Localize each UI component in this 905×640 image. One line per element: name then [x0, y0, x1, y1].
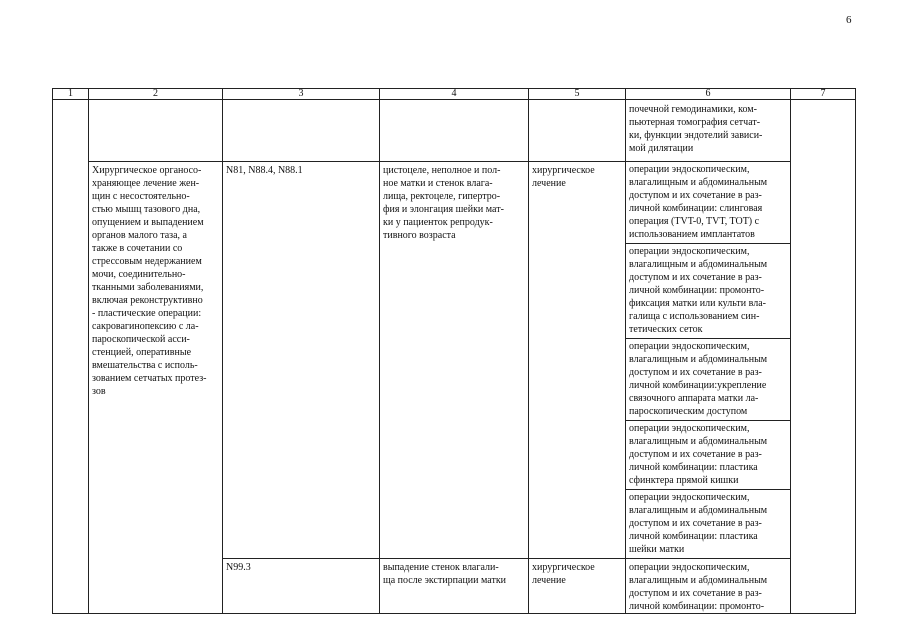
table-row-continuation	[53, 100, 856, 162]
text-line: личной комбинации: промонто-	[629, 601, 765, 612]
header-cell-6: 6	[626, 89, 791, 100]
text-line: хирургическое	[532, 562, 595, 573]
text-line: зов	[92, 386, 106, 397]
text-line: почечной гемодинамики, ком-	[629, 104, 757, 115]
cell-col3	[223, 100, 380, 162]
header-cell-2: 2	[89, 89, 223, 100]
cell-icd-code	[223, 559, 380, 614]
text-line: связочного аппарата матки ла-	[629, 393, 759, 404]
text-line: стью мышц тазового дна,	[92, 204, 201, 215]
text-line: мой дилятации	[629, 143, 694, 154]
text-line: пароскопической асси-	[92, 334, 190, 345]
text-line: влагалищным и абдоминальным	[629, 259, 768, 270]
text-line: доступом и их сочетание в раз-	[629, 190, 762, 201]
cell-col4	[380, 100, 529, 162]
text-line: доступом и их сочетание в раз-	[629, 272, 762, 283]
text-line: храняющее лечение жен-	[92, 178, 200, 189]
text-line: доступом и их сочетание в раз-	[629, 449, 762, 460]
text-line: лечение	[532, 575, 566, 586]
icd-code: N99.3	[226, 562, 251, 573]
text-line: личной комбинации: слинговая	[629, 203, 763, 214]
text-line: доступом и их сочетание в раз-	[629, 588, 762, 599]
method-block	[626, 339, 790, 421]
text-line: личной комбинации: пластика	[629, 462, 758, 473]
text-line: операции эндоскопическим,	[629, 492, 750, 503]
cell-col6	[626, 100, 791, 162]
header-cell-5: 5	[529, 89, 626, 100]
text-line: тканными заболеваниями,	[92, 282, 204, 293]
method-block	[626, 421, 790, 490]
method-block	[626, 244, 790, 339]
text-line: включая реконструктивно	[92, 295, 203, 306]
text-line: - пластические операции:	[92, 308, 202, 319]
text-line: галища с использованием син-	[629, 311, 760, 322]
treatment-table	[52, 88, 856, 614]
text-line: влагалищным и абдоминальным	[629, 436, 768, 447]
text-line: также в сочетании со	[92, 243, 183, 254]
method-block	[626, 490, 790, 558]
text-line: пароскопическим доступом	[629, 406, 748, 417]
text-line: операции эндоскопическим,	[629, 341, 750, 352]
text-line: выпадение стенок влагали-	[383, 562, 499, 573]
text-line: вмешательства с исполь-	[92, 360, 198, 371]
text-line: цистоцеле, неполное и пол-	[383, 165, 501, 176]
header-row	[53, 89, 856, 100]
text-line: фиксация матки или культи вла-	[629, 298, 766, 309]
text-line: операции эндоскопическим,	[629, 164, 750, 175]
cell-description	[89, 162, 223, 614]
text-line: лечение	[532, 178, 566, 189]
text-line: шейки матки	[629, 544, 685, 555]
cell-col5	[529, 100, 626, 162]
text-line: сфинктера прямой кишки	[629, 475, 739, 486]
text-line: влагалищным и абдоминальным	[629, 354, 768, 365]
text-line: доступом и их сочетание в раз-	[629, 367, 762, 378]
text-line: ки у пациенток репродук-	[383, 217, 493, 228]
table-row-group-main	[53, 162, 856, 559]
text-line: стрессовым недержанием	[92, 256, 202, 267]
header-cell-7: 7	[791, 89, 856, 100]
header-cell-4: 4	[380, 89, 529, 100]
text-line: опущением и выпадением	[92, 217, 204, 228]
cell-treatment-type	[529, 162, 626, 559]
text-line: влагалищным и абдоминальным	[629, 505, 768, 516]
text-line: операция (TVT-0, TVT, TOT) с	[629, 216, 760, 227]
text-line: ща после экстирпации матки	[383, 575, 507, 586]
text-line: личной комбинации: промонто-	[629, 285, 765, 296]
text-line: использованием имплантатов	[629, 229, 755, 240]
text-line: влагалищным и абдоминальным	[629, 177, 768, 188]
cell-col2	[89, 100, 223, 162]
text-line: ки, функции эндотелий зависи-	[629, 130, 763, 141]
text-line: операции эндоскопическим,	[629, 246, 750, 257]
text-line: ное матки и стенок влага-	[383, 178, 493, 189]
text-line: тивного возраста	[383, 230, 456, 241]
text-line: операции эндоскопическим,	[629, 423, 750, 434]
text-line: зованием сетчатых протез-	[92, 373, 207, 384]
text-line: щин с несостоятельно-	[92, 191, 190, 202]
text-line: Хирургическое органосо-	[92, 165, 202, 176]
text-line: лища, ректоцеле, гипертро-	[383, 191, 501, 202]
cell-icd-codes	[223, 162, 380, 559]
cell-methods	[626, 162, 791, 559]
cell-methods	[626, 559, 791, 614]
page-number: 6	[846, 14, 852, 26]
icd-codes: N81, N88.4, N88.1	[226, 165, 303, 176]
text-line: операции эндоскопическим,	[629, 562, 750, 573]
text-line: тетических сеток	[629, 324, 703, 335]
cell-col1	[53, 100, 89, 614]
text-line: мочи, соединительно-	[92, 269, 186, 280]
text-line: доступом и их сочетание в раз-	[629, 518, 762, 529]
text-line: хирургическое	[532, 165, 595, 176]
text-line: фия и элонгация шейки мат-	[383, 204, 504, 215]
text-line: стенцией, оперативные	[92, 347, 192, 358]
cell-col7	[791, 100, 856, 614]
text-line: влагалищным и абдоминальным	[629, 575, 768, 586]
method-block	[626, 162, 790, 244]
cell-treatment-type	[529, 559, 626, 614]
text-line: сакровагинопексию с ла-	[92, 321, 199, 332]
cell-diagnosis	[380, 559, 529, 614]
text-line: пьютерная томография сетчат-	[629, 117, 761, 128]
header-cell-1: 1	[53, 89, 89, 100]
cell-diagnosis	[380, 162, 529, 559]
text-line: личной комбинации: пластика	[629, 531, 758, 542]
text-line: личной комбинации:укрепление	[629, 380, 767, 391]
header-cell-3: 3	[223, 89, 380, 100]
text-line: органов малого таза, а	[92, 230, 187, 241]
